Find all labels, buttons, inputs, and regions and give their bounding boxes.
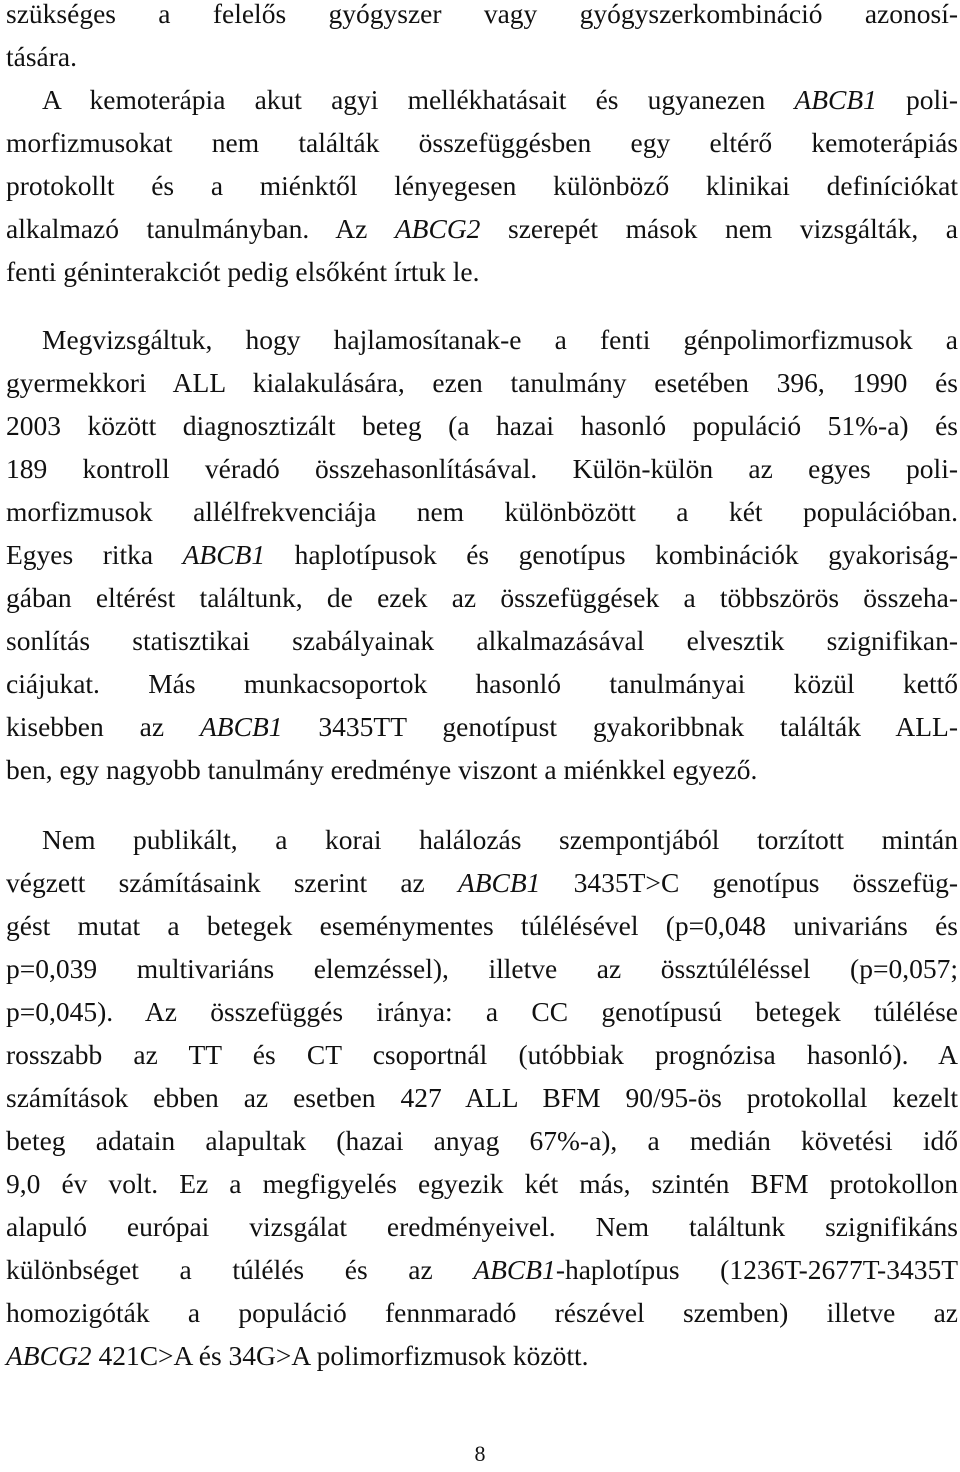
text-line: p=0,039 multivariáns elemzéssel), illetve az össztúléléssel (p=0,057; [6, 953, 958, 984]
text-line: 2003 között diagnosztizált beteg (a hazai hasonló populáció 51%-a) és [6, 410, 958, 441]
text-line: morfizmusok allélfrekvenciája nem különbözött a két populációban. [6, 496, 958, 527]
text-line: tására. [6, 41, 77, 72]
text-line: számítások ebben az esetben 427 ALL BFM 90/95-ös protokollal kezelt [6, 1082, 958, 1113]
text-line: gést mutat a betegek eseménymentes túlélésével (p=0,048 univariáns és [6, 910, 958, 941]
text-line: p=0,045). Az összefüggés iránya: a CC genotípusú betegek túlélése [6, 996, 958, 1027]
text-line: A kemoterápia akut agyi mellékhatásait és ugyanezen ABCB1 poli- [42, 84, 958, 115]
text-line: ciájukat. Más munkacsoportok hasonló tanulmányai közül kettő [6, 668, 958, 699]
page-number: 8 [474, 1441, 486, 1466]
text-line: szükséges a felelős gyógyszer vagy gyógyszerkombináció azonosí- [6, 0, 958, 29]
text-line: alapuló európai vizsgálat eredményeivel. Nem találtunk szignifikáns [6, 1211, 958, 1242]
text-line: ben, egy nagyobb tanulmány eredménye viszont a miénkkel egyező. [6, 754, 758, 785]
text-line: protokollt és a miénktől lényegesen különböző klinikai definíciókat [6, 170, 958, 201]
text-line: Nem publikált, a korai halálozás szempontjából torzított mintán [42, 824, 958, 855]
text-line: különbséget a túlélés és az ABCB1-haplotípus (1236T-2677T-3435T [6, 1254, 958, 1285]
paragraph-continuation [6, 0, 958, 78]
text-line: végzett számításaink szerint az ABCB1 3435T>C genotípus összefüg- [6, 867, 958, 898]
text-line: alkalmazó tanulmányban. Az ABCG2 szerepét mások nem vizsgálták, a [6, 213, 958, 244]
paragraph-all-susceptibility [6, 318, 958, 791]
text-line: gyermekkori ALL kialakulására, ezen tanulmány esetében 396, 1990 és [6, 367, 958, 398]
text-line: 189 kontroll véradó összehasonlításával. Külön-külön az egyes poli- [6, 453, 958, 484]
paragraph-survival-analysis [6, 818, 958, 1377]
text-line: fenti géninterakciót pedig elsőként írtuk le. [6, 256, 480, 287]
text-line: sonlítás statisztikai szabályainak alkalmazásával elvesztik szignifikan- [6, 625, 958, 656]
text-line: 9,0 év volt. Ez a megfigyelés egyezik két más, szintén BFM protokollon [6, 1168, 958, 1199]
text-line: Egyes ritka ABCB1 haplotípusok és genotípus kombinációk gyakoriság- [6, 539, 958, 570]
text-line: Megvizsgáltuk, hogy hajlamosítanak-e a fenti génpolimorfizmusok a [42, 324, 958, 355]
text-line: kisebben az ABCB1 3435TT genotípust gyakoribbnak találták ALL- [6, 711, 958, 742]
text-line: ABCG2 421C>A és 34G>A polimorfizmusok között. [6, 1340, 589, 1371]
text-line: gában eltérést találtunk, de ezek az összefüggések a többszörös összeha- [6, 582, 958, 613]
text-line: morfizmusokat nem találták összefüggésben egy eltérő kemoterápiás [6, 127, 958, 158]
text-line: homozigóták a populáció fennmaradó részével szemben) illetve az [6, 1297, 958, 1328]
paragraph-chemotherapy-side-effects [6, 78, 958, 293]
text-line: rosszabb az TT és CT csoportnál (utóbbiak prognózisa hasonló). A [6, 1039, 958, 1070]
text-line: beteg adatain alapultak (hazai anyag 67%-a), a medián követési idő [6, 1125, 958, 1156]
